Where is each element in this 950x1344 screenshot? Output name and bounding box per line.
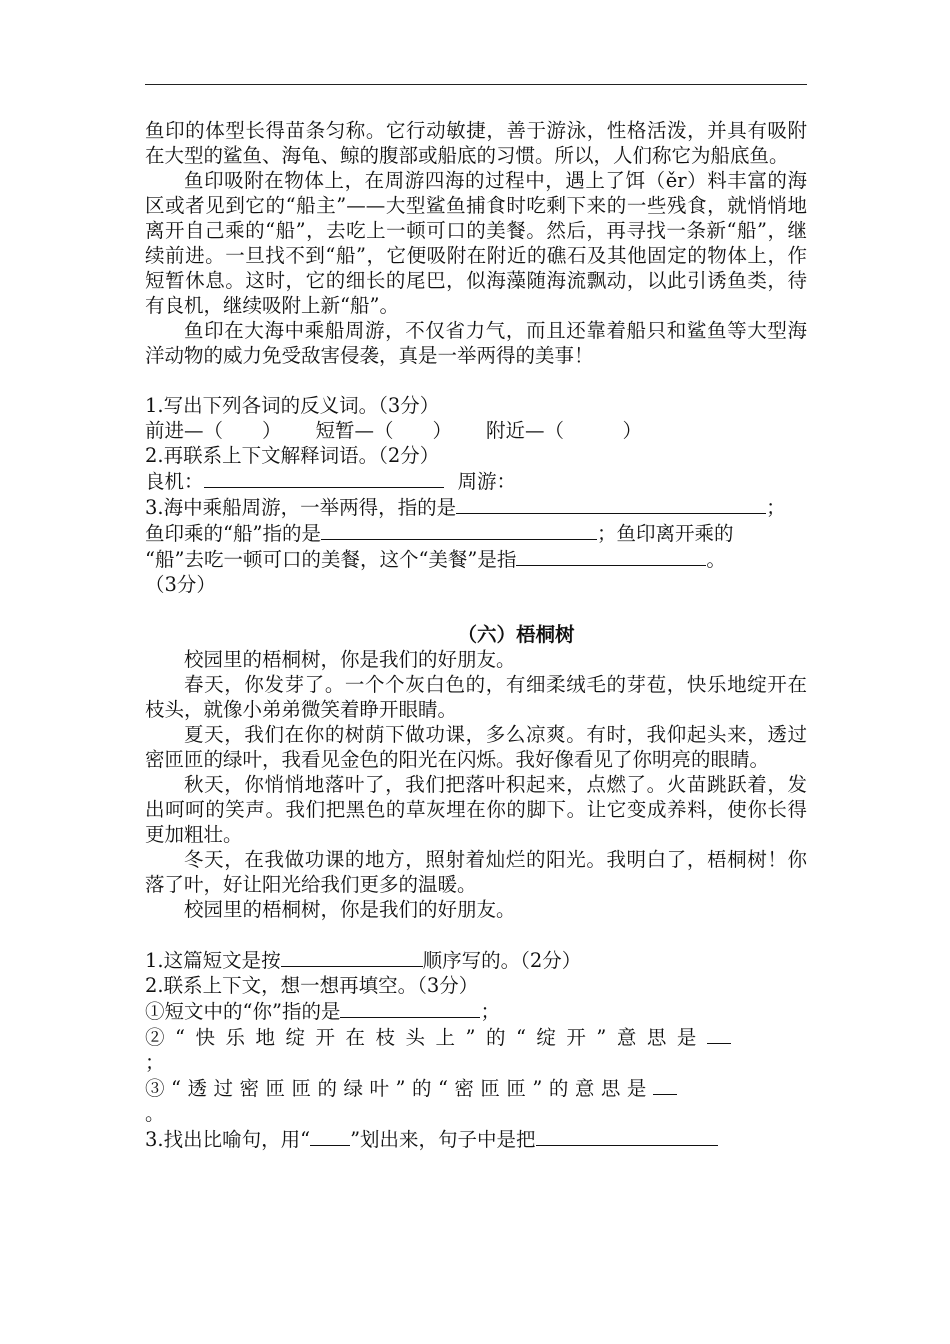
question-2-item-2-end: ； (145, 1051, 165, 1074)
passage6-question-1 (145, 947, 807, 973)
answer-blank[interactable] (204, 468, 444, 488)
question-2-item-1 (145, 998, 807, 1024)
passage6-paragraph-5: 冬天，在我做功课的地方，照射着灿烂的阳光。我明白了，梧桐树！你落了叶，好让阳光给我们更多的温暖。 (145, 848, 807, 896)
passage6-paragraph-6: 校园里的梧桐树，你是我们的好朋友。 (184, 898, 516, 921)
question-text: ； (480, 1000, 500, 1023)
question-3-line-3 (145, 546, 807, 572)
answer-blank[interactable] (321, 520, 597, 540)
passage5-paragraph-3: 鱼印在大海中乘船周游，不仅省力气，而且还靠着船只和鲨鱼等大型海洋动物的威力免受敌害侵袭，真是一举两得的美事！ (145, 319, 807, 367)
passage6-paragraph-3: 夏天，我们在你的树荫下做功课，多么凉爽。有时，我仰起头来，透过密匝匝的绿叶，我看见金色的阳光在闪烁。我好像看见了你明亮的眼睛。 (145, 723, 807, 771)
question-text: ①短文中的“你”指的是 (145, 1000, 341, 1023)
passage6-paragraph-2: 春天，你发芽了。一个个灰白色的，有细柔绒毛的芽苞，快乐地绽开在枝头，就像小弟弟微笑着睁开眼睛。 (145, 673, 807, 721)
passage5-question-1: 1.写出下列各词的反义词。（3分） (145, 394, 440, 417)
question-text: 3.海中乘船周游，一举两得，指的是 (145, 496, 457, 519)
answer-blank[interactable] (456, 494, 766, 514)
definition-row (145, 468, 807, 494)
question-text: ； (766, 496, 786, 519)
answer-blank[interactable] (707, 1024, 731, 1044)
question-text: 鱼印乘的“船”指的是 (145, 522, 321, 545)
question-text: ”划出来，句子中是把 (350, 1128, 536, 1151)
passage5-question-2: 2.再联系上下文解释词语。（2分） (145, 444, 440, 467)
antonym-item: 附近—（ ） (486, 419, 643, 442)
question-text: ；鱼印离开乘的 (596, 522, 734, 545)
question-text: “船”去吃一顿可口的美餐，这个“美餐”是指 (145, 548, 517, 571)
antonym-item: 短暂—（ ） (315, 419, 453, 442)
answer-blank[interactable] (536, 1126, 718, 1146)
question-3-points: （3分） (145, 573, 216, 596)
passage6-paragraph-1: 校园里的梧桐树，你是我们的好朋友。 (184, 648, 516, 671)
question-2-item-2 (145, 1024, 807, 1050)
antonym-item: 前进—（ ） (145, 419, 282, 442)
passage6-paragraph-4: 秋天，你悄悄地落叶了，我们把落叶积起来，点燃了。火苗跳跃着，发出呵呵的笑声。我们把黑色的草灰埋在你的脚下。让它变成养料，使你长得更加粗壮。 (145, 773, 807, 846)
question-text: 。 (706, 548, 726, 571)
document-page (145, 118, 807, 1152)
passage5-paragraph-2: 鱼印吸附在物体上，在周游四海的过程中，遇上了饵（ěr）料丰富的海区或者见到它的“船主”——大型鲨鱼捕食时吃剩下来的一些残食，就悄悄地离开自己乘的“船”，去吃上一顿可口的美餐。然后，再寻找一条新“船”，继续前进。一旦找不到“船”，它便吸附在附近的礁石及其他固定的物体上，作短暂休息。这时，它的细长的尾巴，似海藻随海流飘动，以此引诱鱼类，待有良机，继续吸附上新“船”。 (145, 169, 807, 317)
question-3-line-2 (145, 520, 807, 546)
answer-blank[interactable] (310, 1126, 350, 1146)
question-2-item-3-end: 。 (145, 1102, 165, 1125)
question-text: 1.这篇短文是按 (145, 949, 281, 972)
answer-blank[interactable] (516, 546, 706, 566)
question-text: 顺序写的。（2分） (422, 949, 582, 972)
question-text: 3.找出比喻句，用“ (145, 1128, 311, 1151)
passage6-title: （六）梧桐树 (457, 623, 575, 646)
definition-label: 周游： (457, 470, 517, 493)
answer-blank[interactable] (281, 947, 423, 967)
question-text: ②“快乐地绽开在枝头上”的“绽开”意思是 (145, 1026, 707, 1049)
definition-label: 良机： (145, 470, 204, 493)
passage5-paragraph-1: 鱼印的体型长得苗条匀称。它行动敏捷，善于游泳，性格活泼，并具有吸附在大型的鲨鱼、海龟、鲸的腹部或船底的习惯。所以，人们称它为船底鱼。 (145, 119, 807, 167)
passage6-question-2: 2.联系上下文，想一想再填空。（3分） (145, 974, 479, 997)
answer-blank[interactable] (653, 1075, 677, 1095)
question-2-item-3 (145, 1075, 807, 1101)
question-text: ③“透过密匝匝的绿叶”的“密匝匝”的意思是 (145, 1077, 653, 1100)
question-3-line-1 (145, 494, 807, 520)
header-rule (145, 84, 807, 85)
passage6-question-3 (145, 1126, 807, 1152)
answer-blank[interactable] (340, 998, 480, 1018)
antonym-row (145, 418, 807, 443)
